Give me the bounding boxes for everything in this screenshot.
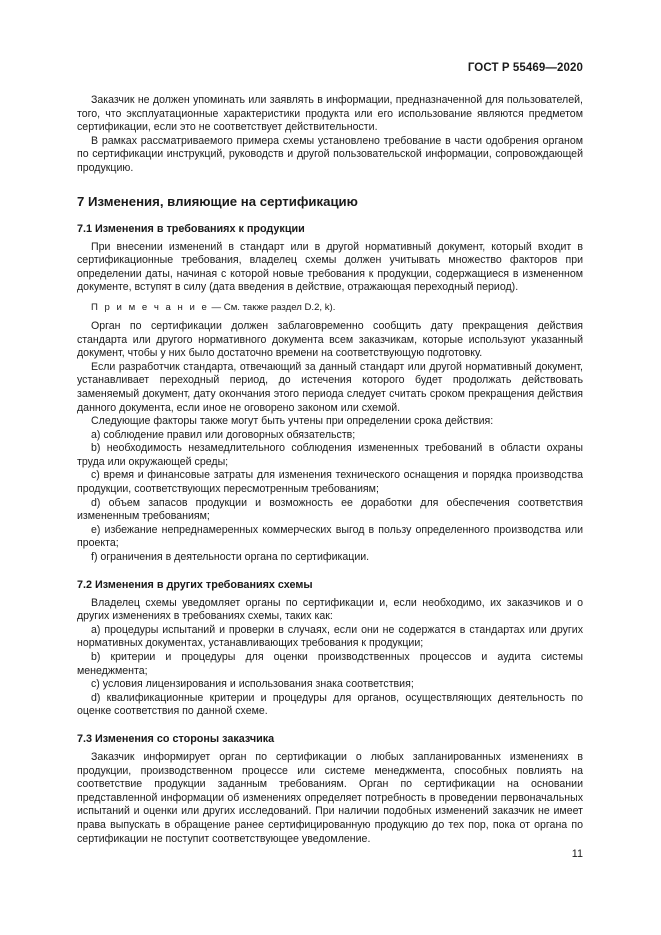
list-item: d) квалификационные критерии и процедуры для органов, осуществляющих деятельность по оценке соответствия по данной схеме. xyxy=(77,691,583,718)
list-item: e) избежание непреднамеренных коммерческих выгод в пользу определенного производства или проекта; xyxy=(77,523,583,550)
note-label: П р и м е ч а н и е xyxy=(91,301,209,313)
section-7-1-paragraph-3: Если разработчик стандарта, отвечающий за данный стандарт или другой нормативный документ, устанавливает переходный период, до истечения которого будет продолжать действовать заменяемый документ, дату окончания этого периода следует считать сроком прекращения действия данного документа, если иное не оговорено законом или схемой. xyxy=(77,360,583,414)
section-7-1-paragraph-2: Орган по сертификации должен заблаговременно сообщить дату прекращения действия стандарта или другого нормативного документа всем заказчикам, которые используют указанный документ, чтобы у них было достаточно времени на соответствующую подготовку. xyxy=(77,319,583,360)
section-7-1-paragraph-1: При внесении изменений в стандарт или в другой нормативный документ, который входит в сертификационные требования, владелец схемы должен учитывать множество факторов при определении даты, начиная с которой новые требования к продукции, содержащиеся в измененном документе, вступят в силу (дата введения в действие, отражающая переходный период). xyxy=(77,240,583,294)
list-item: b) необходимость незамедлительного соблюдения измененных требований в области охраны труда или окружающей среды; xyxy=(77,442,583,468)
list-item: f) ограничения в деятельности органа по сертификации. xyxy=(91,551,370,564)
section-7-1-paragraph-4: Следующие факторы также могут быть учтены при определении срока действия: xyxy=(91,415,494,428)
note-text: — См. также раздел D.2, k). xyxy=(208,301,336,313)
note xyxy=(77,301,583,314)
list-item: a) соблюдение правил или договорных обязательств; xyxy=(91,428,356,441)
section-7-2-heading: 7.2 Изменения в других требованиях схемы xyxy=(77,578,313,591)
intro-paragraph-2: В рамках рассматриваемого примера схемы установлено требование в части одобрения органом по сертификации инструкций, руководств и другой пользовательской информации, сопровождающей продукцию. xyxy=(77,134,583,174)
page-number: 11 xyxy=(571,848,583,860)
section-7-1-heading: 7.1 Изменения в требованиях к продукции xyxy=(77,222,305,235)
list-item: b) критерии и процедуры для оценки производственных процессов и аудита системы менеджмента; xyxy=(77,651,583,677)
section-7-2-paragraph-1: Владелец схемы уведомляет органы по сертификации и, если необходимо, их заказчиков и о других изменениях в требованиях схемы, таких как: xyxy=(77,596,583,623)
list-item: d) объем запасов продукции и возможность ее доработки для обеспечения соответствия измененным требованиям; xyxy=(77,496,583,523)
section-7-3-paragraph-1: Заказчик информирует орган по сертификации о любых запланированных изменениях в продукции, производственном процессе или системе менеджмента, способных повлиять на соответствие продукции заданным требованиям. Орган по сертификации на основании представленной информации об изменениях определяет потребность в проведении первоначальных испытаний и оценки или других исследований. При наличии подобных изменений заказчик не имеет права выпускать в обращение ранее сертифицированную продукцию до тех пор, пока от органа по сертификации не поступит соответствующее уведомление. xyxy=(77,750,583,845)
list-item: c) условия лицензирования и использования знака соответствия; xyxy=(91,678,414,691)
document-standard-id: ГОСТ Р 55469—2020 xyxy=(467,62,583,74)
intro-paragraph-1: Заказчик не должен упоминать или заявлять в информации, предназначенной для пользователей, того, что эксплуатационные характеристики продукта или его использование являются предметом сертификации, если это не соответствует действительности. xyxy=(77,94,583,134)
list-item: c) время и финансовые затраты для изменения технического оснащения и порядка производства продукции, соответствующих пересмотренным требованиям; xyxy=(77,469,583,496)
section-7-3-heading: 7.3 Изменения со стороны заказчика xyxy=(77,732,275,745)
page-content xyxy=(77,94,583,846)
section-7-heading: 7 Изменения, влияющие на сертификацию xyxy=(77,193,358,209)
list-item: a) процедуры испытаний и проверки в случаях, если они не содержатся в стандартах или других нормативных документах, устанавливающих требования к продукции; xyxy=(77,623,583,650)
